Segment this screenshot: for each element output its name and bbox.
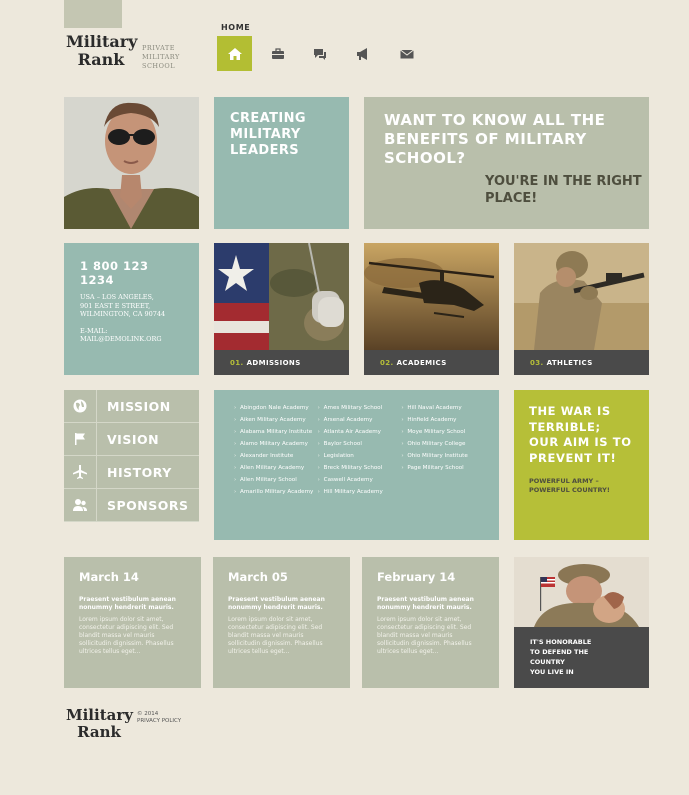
email-link[interactable]: MAIL@DEMOLINK.ORG <box>80 335 162 343</box>
honor-image <box>514 557 649 627</box>
academy-link[interactable]: › Amarillo Military Academy <box>234 488 318 496</box>
top-tab <box>64 0 122 28</box>
benefits-sub: YOU'RE IN THE RIGHT PLACE! <box>485 174 642 206</box>
nav-news[interactable] <box>345 36 380 71</box>
links-column-3 <box>401 404 485 540</box>
academy-links <box>214 390 499 540</box>
news-lead: Praesent vestibulum aenean nonummy hendrerit mauris. <box>377 596 474 611</box>
creating-leaders-text: CREATING MILITARY LEADERS <box>230 111 306 158</box>
academy-link[interactable]: › Caswell Academy <box>318 476 402 484</box>
address-line1: USA – LOS ANGELES, <box>80 293 154 301</box>
flag-icon <box>72 431 88 447</box>
academy-link[interactable]: › Abingdon Nale Academy <box>234 404 318 412</box>
plane-icon <box>72 464 88 480</box>
academy-link[interactable]: › Breck Military School <box>318 464 402 472</box>
privacy-policy-link[interactable]: PRIVACY POLICY <box>137 718 182 724</box>
admissions-caption <box>214 350 349 375</box>
contact-address <box>80 293 183 319</box>
honor-tile <box>514 627 649 688</box>
tagline-line2: MILITARY <box>142 53 180 61</box>
academy-link[interactable]: › Aiken Military Academy <box>234 416 318 424</box>
gallery-athletics[interactable] <box>514 243 649 375</box>
menu-label: SPONSORS <box>107 497 189 513</box>
academy-link[interactable]: › Ames Military School <box>318 404 402 412</box>
benefits-tile <box>364 97 649 229</box>
academy-link[interactable]: › Legislation <box>318 452 402 460</box>
news-body: Lorem ipsum dolor sit amet, consectetur adipiscing elit. Sed blandit massa vel mauris sollicitudin dignissim. Phasellus ultrices tellus eget... <box>377 616 472 655</box>
academy-link[interactable]: › Page Military School <box>401 464 485 472</box>
menu-icon-wrap <box>64 390 97 423</box>
news-lead: Praesent vestibulum aenean nonummy hendrerit mauris. <box>79 596 176 611</box>
athletics-caption <box>514 350 649 375</box>
academy-link[interactable]: › Alamo Military Academy <box>234 440 318 448</box>
envelope-icon <box>399 46 415 62</box>
links-column-2 <box>318 404 402 540</box>
logo-line1: Military <box>66 32 138 51</box>
academics-caption <box>364 350 499 375</box>
academy-link[interactable]: › Allen Military Academy <box>234 464 318 472</box>
menu-label: MISSION <box>107 398 171 414</box>
menu-icon-wrap <box>64 423 97 456</box>
address-line3: WILMINGTON, CA 90744 <box>80 310 166 318</box>
side-menu <box>64 390 199 523</box>
email-label: E-MAIL: <box>80 326 108 335</box>
caption-number: 03. <box>530 358 544 367</box>
menu-icon-wrap <box>64 456 97 489</box>
nav-services[interactable] <box>260 36 295 71</box>
academy-link[interactable]: › Hill Military Academy <box>318 488 402 496</box>
contact-email <box>80 327 183 344</box>
news-date: March 14 <box>79 570 139 584</box>
globe-icon <box>72 398 88 414</box>
caption-number: 01. <box>230 358 244 367</box>
news-date: February 14 <box>377 570 456 584</box>
academics-image <box>364 243 499 350</box>
academy-link[interactable]: › Arsenal Academy <box>318 416 402 424</box>
academy-link[interactable]: › Atlanta Air Academy <box>318 428 402 436</box>
tagline-line3: SCHOOL <box>142 62 176 70</box>
nav-blog[interactable] <box>302 36 337 71</box>
footer-logo-line2: Rank <box>77 723 121 741</box>
menu-icon-wrap <box>64 489 97 522</box>
chat-icon <box>312 46 328 62</box>
home-icon <box>227 46 243 62</box>
academy-link[interactable]: › Moye Military School <box>401 428 485 436</box>
academy-link[interactable]: › Baylor School <box>318 440 402 448</box>
address-line2: 901 EAST E STREET, <box>80 301 151 310</box>
users-icon <box>72 497 88 513</box>
menu-item-sponsors[interactable] <box>64 489 199 522</box>
nav-home[interactable] <box>217 36 252 71</box>
war-title: THE WAR IS TERRIBLE; OUR AIM IS TO PREVENT IT! <box>529 404 632 465</box>
news-item[interactable] <box>213 557 350 688</box>
caption-label: ACADEMICS <box>396 358 447 367</box>
news-item[interactable] <box>362 557 499 688</box>
admissions-image <box>214 243 349 350</box>
war-sub: POWERFUL ARMY – POWERFUL COUNTRY! <box>529 477 610 494</box>
athletics-image <box>514 243 649 350</box>
megaphone-icon <box>355 46 371 62</box>
honor-line2: TO DEFEND THE <box>530 648 589 656</box>
honor-line4: YOU LIVE IN <box>530 668 574 676</box>
academy-link[interactable]: › Alabama Military Institute <box>234 428 318 436</box>
briefcase-icon <box>270 46 286 62</box>
footer-logo-line1: Military <box>66 706 133 724</box>
news-lead: Praesent vestibulum aenean nonummy hendrerit mauris. <box>228 596 325 611</box>
logo-line2: Rank <box>77 50 125 69</box>
gallery-academics[interactable] <box>364 243 499 375</box>
academy-link[interactable]: › Hill Naval Academy <box>401 404 485 412</box>
site-tagline <box>142 44 202 71</box>
news-item[interactable] <box>64 557 201 688</box>
menu-item-history[interactable] <box>64 456 199 489</box>
academy-link[interactable]: › Ohio Military Institute <box>401 452 485 460</box>
caption-label: ATHLETICS <box>546 358 593 367</box>
copyright-text: © 2014 <box>137 711 159 717</box>
news-body: Lorem ipsum dolor sit amet, consectetur adipiscing elit. Sed blandit massa vel mauris sollicitudin dignissim. Phasellus ultrices tellus eget... <box>228 616 323 655</box>
nav-home-label: HOME <box>221 23 251 32</box>
creating-leaders-tile <box>214 97 349 229</box>
honor-line1: IT'S HONORABLE <box>530 638 592 646</box>
menu-label: VISION <box>107 431 160 447</box>
menu-item-vision[interactable] <box>64 423 199 456</box>
links-column-1 <box>234 404 318 540</box>
academy-link[interactable]: › Alexander Institute <box>234 452 318 460</box>
menu-item-mission[interactable] <box>64 390 199 423</box>
gallery-admissions[interactable] <box>214 243 349 375</box>
nav-contacts[interactable] <box>389 36 424 71</box>
caption-number: 02. <box>380 358 394 367</box>
tagline-line1: PRIVATE <box>142 44 176 52</box>
caption-label: ADMISSIONS <box>246 358 301 367</box>
menu-label: HISTORY <box>107 464 172 480</box>
contact-tile <box>64 243 199 375</box>
footer-logo[interactable] <box>66 707 132 741</box>
news-body: Lorem ipsum dolor sit amet, consectetur adipiscing elit. Sed blandit massa vel mauris sollicitudin dignissim. Phasellus ultrices tellus eget... <box>79 616 174 655</box>
honor-line3: COUNTRY <box>530 658 565 666</box>
footer-copyright <box>137 711 181 725</box>
news-date: March 05 <box>228 570 288 584</box>
war-slogan-tile <box>514 390 649 540</box>
academy-link[interactable]: › Allen Military School <box>234 476 318 484</box>
academy-link[interactable]: › Ohio Military College <box>401 440 485 448</box>
academy-link[interactable]: › Hinfield Academy <box>401 416 485 424</box>
contact-phone: 1 800 123 1234 <box>80 259 149 287</box>
site-logo[interactable] <box>66 33 136 69</box>
benefits-title: WANT TO KNOW ALL THE BENEFITS OF MILITARY SCHOOL? <box>384 111 606 167</box>
photo-soldier-portrait <box>64 97 199 229</box>
